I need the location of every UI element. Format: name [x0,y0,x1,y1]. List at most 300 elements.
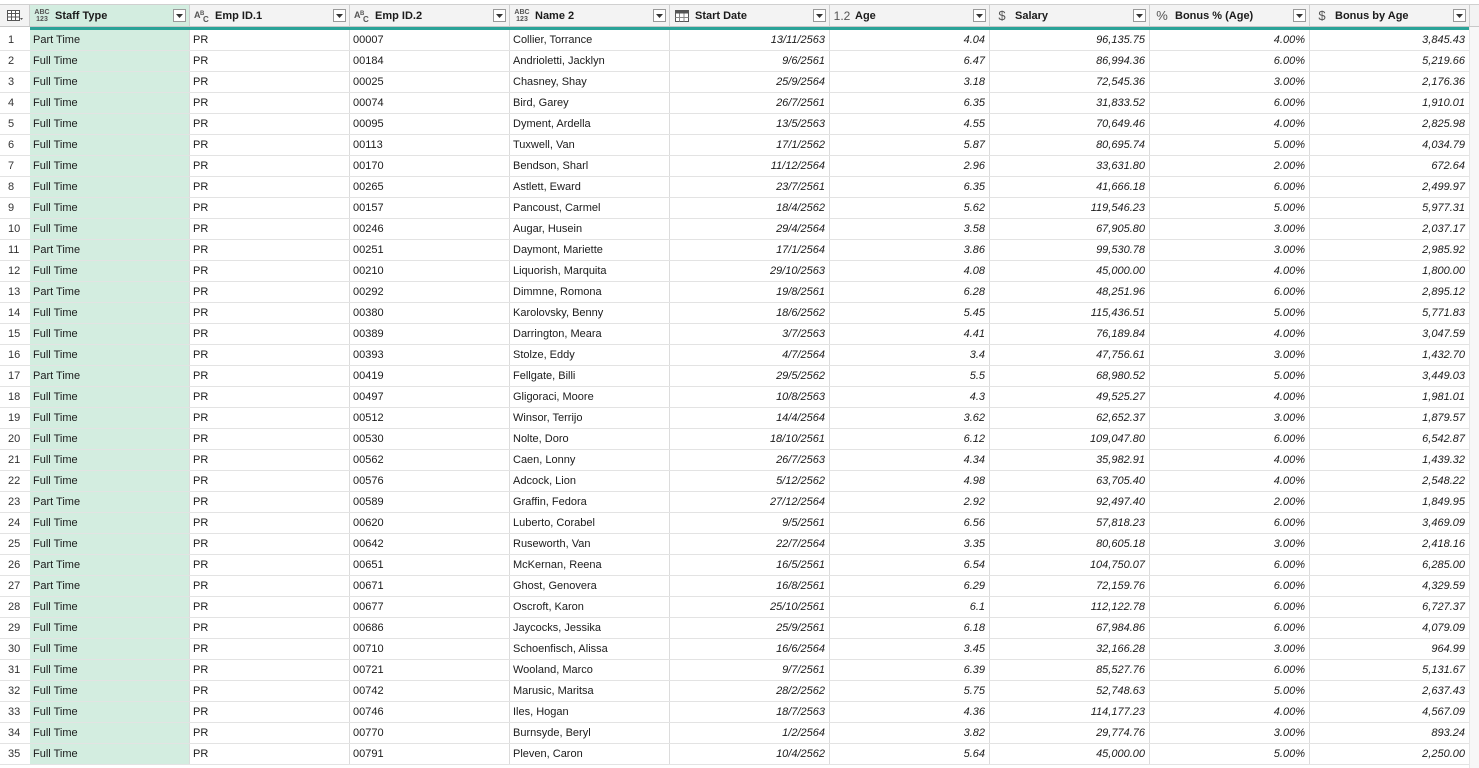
cell-emp-id-2[interactable]: 00562 [350,450,510,470]
cell-emp-id-2[interactable]: 00686 [350,618,510,638]
cell-staff-type[interactable]: Full Time [30,219,190,239]
cell-age[interactable]: 3.35 [830,534,990,554]
cell-start-date[interactable]: 19/8/2561 [670,282,830,302]
row-number[interactable]: 26 [8,559,21,571]
cell-start-date[interactable]: 27/12/2564 [670,492,830,512]
cell-bonus-by-age[interactable]: 893.24 [1310,723,1470,743]
row-number[interactable]: 30 [8,643,21,655]
cell-emp-id-2[interactable]: 00184 [350,51,510,71]
cell-salary[interactable]: 86,994.36 [990,51,1150,71]
table-row[interactable] [0,702,1479,723]
cell-start-date[interactable]: 18/7/2563 [670,702,830,722]
cell-start-date[interactable]: 9/6/2561 [670,51,830,71]
cell-emp-id-1[interactable]: PR [190,198,350,218]
table-row[interactable] [0,471,1479,492]
cell-name[interactable]: Liquorish, Marquita [510,261,670,281]
cell-emp-id-2[interactable]: 00677 [350,597,510,617]
cell-bonus-pct[interactable]: 6.00% [1150,282,1310,302]
type-percent-icon[interactable]: % [1156,8,1168,23]
cell-staff-type[interactable]: Part Time [30,30,190,50]
cell-emp-id-1[interactable]: PR [190,303,350,323]
table-menu-icon[interactable] [0,5,30,26]
cell-salary[interactable]: 104,750.07 [990,555,1150,575]
cell-salary[interactable]: 80,605.18 [990,534,1150,554]
cell-salary[interactable]: 49,525.27 [990,387,1150,407]
table-row[interactable] [0,429,1479,450]
cell-salary[interactable]: 68,980.52 [990,366,1150,386]
cell-name[interactable]: Dyment, Ardella [510,114,670,134]
row-number[interactable]: 18 [8,391,21,403]
cell-bonus-by-age[interactable]: 5,977.31 [1310,198,1470,218]
cell-salary[interactable]: 63,705.40 [990,471,1150,491]
cell-emp-id-1[interactable]: PR [190,702,350,722]
cell-salary[interactable]: 119,546.23 [990,198,1150,218]
table-row[interactable] [0,744,1479,765]
row-number[interactable]: 3 [8,76,15,88]
cell-salary[interactable]: 70,649.46 [990,114,1150,134]
cell-bonus-by-age[interactable]: 6,542.87 [1310,429,1470,449]
cell-emp-id-1[interactable]: PR [190,618,350,638]
cell-name[interactable]: Schoenfisch, Alissa [510,639,670,659]
cell-staff-type[interactable]: Full Time [30,639,190,659]
cell-start-date[interactable]: 14/4/2564 [670,408,830,428]
row-number[interactable]: 22 [8,475,21,487]
table-row[interactable] [0,345,1479,366]
cell-bonus-pct[interactable]: 3.00% [1150,639,1310,659]
cell-name[interactable]: Jaycocks, Jessika [510,618,670,638]
cell-start-date[interactable]: 13/11/2563 [670,30,830,50]
cell-bonus-pct[interactable]: 4.00% [1150,324,1310,344]
cell-emp-id-1[interactable]: PR [190,660,350,680]
cell-staff-type[interactable]: Full Time [30,513,190,533]
column-header-date[interactable] [670,5,830,26]
cell-name[interactable]: Gligoraci, Moore [510,387,670,407]
cell-bonus-pct[interactable]: 6.00% [1150,555,1310,575]
cell-bonus-pct[interactable]: 3.00% [1150,240,1310,260]
cell-bonus-pct[interactable]: 2.00% [1150,156,1310,176]
cell-emp-id-1[interactable]: PR [190,261,350,281]
filter-dropdown-icon[interactable] [653,9,666,22]
cell-bonus-pct[interactable]: 5.00% [1150,303,1310,323]
row-number[interactable]: 33 [8,706,21,718]
table-row[interactable] [0,639,1479,660]
cell-start-date[interactable]: 10/8/2563 [670,387,830,407]
cell-name[interactable]: Pancoust, Carmel [510,198,670,218]
table-row[interactable] [0,93,1479,114]
cell-age[interactable]: 6.54 [830,555,990,575]
cell-emp-id-1[interactable]: PR [190,240,350,260]
cell-staff-type[interactable]: Full Time [30,450,190,470]
cell-name[interactable]: Augar, Husein [510,219,670,239]
cell-salary[interactable]: 109,047.80 [990,429,1150,449]
table-row[interactable] [0,156,1479,177]
cell-emp-id-2[interactable]: 00497 [350,387,510,407]
row-number[interactable]: 16 [8,349,21,361]
cell-start-date[interactable]: 1/2/2564 [670,723,830,743]
cell-age[interactable]: 6.35 [830,177,990,197]
row-number[interactable]: 29 [8,622,21,634]
cell-emp-id-2[interactable]: 00746 [350,702,510,722]
table-row[interactable] [0,198,1479,219]
row-number[interactable]: 9 [8,202,15,214]
row-number[interactable]: 2 [8,55,15,67]
type-currency-icon[interactable]: $ [1318,8,1326,23]
cell-emp-id-1[interactable]: PR [190,219,350,239]
cell-emp-id-1[interactable]: PR [190,114,350,134]
cell-name[interactable]: Winsor, Terrijo [510,408,670,428]
cell-bonus-by-age[interactable]: 1,849.95 [1310,492,1470,512]
table-row[interactable] [0,366,1479,387]
cell-emp-id-1[interactable]: PR [190,51,350,71]
cell-bonus-pct[interactable]: 6.00% [1150,618,1310,638]
cell-name[interactable]: Daymont, Mariette [510,240,670,260]
table-row[interactable] [0,723,1479,744]
cell-start-date[interactable]: 16/6/2564 [670,639,830,659]
cell-bonus-pct[interactable]: 4.00% [1150,702,1310,722]
row-number[interactable]: 24 [8,517,21,529]
table-row[interactable] [0,303,1479,324]
cell-emp-id-2[interactable]: 00512 [350,408,510,428]
row-number[interactable]: 28 [8,601,21,613]
cell-name[interactable]: Ghost, Genovera [510,576,670,596]
cell-bonus-by-age[interactable]: 3,449.03 [1310,366,1470,386]
cell-salary[interactable]: 45,000.00 [990,261,1150,281]
cell-salary[interactable]: 41,666.18 [990,177,1150,197]
cell-bonus-by-age[interactable]: 3,845.43 [1310,30,1470,50]
cell-bonus-pct[interactable]: 4.00% [1150,261,1310,281]
row-number[interactable]: 6 [8,139,15,151]
table-row[interactable] [0,51,1479,72]
table-row[interactable] [0,387,1479,408]
cell-bonus-by-age[interactable]: 5,219.66 [1310,51,1470,71]
filter-dropdown-icon[interactable] [1133,9,1146,22]
cell-bonus-pct[interactable]: 6.00% [1150,513,1310,533]
row-number[interactable]: 1 [8,34,15,46]
cell-staff-type[interactable]: Full Time [30,429,190,449]
cell-salary[interactable]: 29,774.76 [990,723,1150,743]
cell-name[interactable]: Astlett, Eward [510,177,670,197]
cell-bonus-by-age[interactable]: 4,567.09 [1310,702,1470,722]
cell-bonus-pct[interactable]: 3.00% [1150,408,1310,428]
row-number[interactable]: 17 [8,370,21,382]
row-number[interactable]: 14 [8,307,21,319]
cell-age[interactable]: 6.1 [830,597,990,617]
cell-bonus-by-age[interactable]: 1,432.70 [1310,345,1470,365]
column-header-ba[interactable] [1310,5,1470,26]
cell-start-date[interactable]: 22/7/2564 [670,534,830,554]
cell-salary[interactable]: 96,135.75 [990,30,1150,50]
cell-bonus-pct[interactable]: 4.00% [1150,114,1310,134]
cell-emp-id-2[interactable]: 00642 [350,534,510,554]
column-header-name[interactable] [510,5,670,26]
cell-age[interactable]: 5.87 [830,135,990,155]
cell-start-date[interactable]: 9/7/2561 [670,660,830,680]
cell-emp-id-1[interactable]: PR [190,387,350,407]
cell-emp-id-1[interactable]: PR [190,324,350,344]
cell-bonus-by-age[interactable]: 4,034.79 [1310,135,1470,155]
cell-emp-id-1[interactable]: PR [190,513,350,533]
cell-emp-id-2[interactable]: 00393 [350,345,510,365]
cell-emp-id-2[interactable]: 00074 [350,93,510,113]
cell-staff-type[interactable]: Full Time [30,534,190,554]
cell-start-date[interactable]: 23/7/2561 [670,177,830,197]
cell-age[interactable]: 5.62 [830,198,990,218]
cell-emp-id-1[interactable]: PR [190,429,350,449]
cell-bonus-by-age[interactable]: 2,548.22 [1310,471,1470,491]
cell-name[interactable]: Stolze, Eddy [510,345,670,365]
column-header-emp1[interactable] [190,5,350,26]
cell-emp-id-1[interactable]: PR [190,177,350,197]
cell-age[interactable]: 4.98 [830,471,990,491]
cell-bonus-pct[interactable]: 6.00% [1150,576,1310,596]
cell-start-date[interactable]: 3/7/2563 [670,324,830,344]
type-date-icon[interactable] [672,9,692,22]
cell-emp-id-2[interactable]: 00710 [350,639,510,659]
table-row[interactable] [0,492,1479,513]
cell-bonus-pct[interactable]: 5.00% [1150,198,1310,218]
cell-salary[interactable]: 52,748.63 [990,681,1150,701]
table-row[interactable] [0,618,1479,639]
cell-age[interactable]: 4.34 [830,450,990,470]
filter-dropdown-icon[interactable] [973,9,986,22]
cell-emp-id-1[interactable]: PR [190,744,350,764]
cell-name[interactable]: Andrioletti, Jacklyn [510,51,670,71]
cell-bonus-by-age[interactable]: 4,329.59 [1310,576,1470,596]
cell-start-date[interactable]: 26/7/2561 [670,93,830,113]
cell-bonus-pct[interactable]: 6.00% [1150,597,1310,617]
cell-name[interactable]: Fellgate, Billi [510,366,670,386]
type-any-icon[interactable] [32,9,52,23]
table-row[interactable] [0,177,1479,198]
cell-age[interactable]: 6.29 [830,576,990,596]
cell-emp-id-2[interactable]: 00721 [350,660,510,680]
cell-bonus-by-age[interactable]: 2,176.36 [1310,72,1470,92]
cell-age[interactable]: 6.39 [830,660,990,680]
table-row[interactable] [0,660,1479,681]
cell-start-date[interactable]: 16/8/2561 [670,576,830,596]
cell-emp-id-2[interactable]: 00620 [350,513,510,533]
cell-age[interactable]: 4.08 [830,261,990,281]
cell-salary[interactable]: 67,905.80 [990,219,1150,239]
cell-age[interactable]: 2.92 [830,492,990,512]
cell-staff-type[interactable]: Full Time [30,51,190,71]
type-currency-icon[interactable]: $ [998,8,1006,23]
cell-name[interactable]: Nolte, Doro [510,429,670,449]
cell-emp-id-2[interactable]: 00770 [350,723,510,743]
cell-staff-type[interactable]: Full Time [30,177,190,197]
type-any-icon[interactable] [512,9,532,23]
table-row[interactable] [0,597,1479,618]
cell-bonus-by-age[interactable]: 2,499.97 [1310,177,1470,197]
row-number[interactable]: 35 [8,748,21,760]
table-row[interactable] [0,72,1479,93]
cell-start-date[interactable]: 29/5/2562 [670,366,830,386]
cell-staff-type[interactable]: Part Time [30,492,190,512]
cell-bonus-pct[interactable]: 4.00% [1150,450,1310,470]
cell-staff-type[interactable]: Part Time [30,555,190,575]
cell-salary[interactable]: 76,189.84 [990,324,1150,344]
column-header-age[interactable] [830,5,990,26]
cell-start-date[interactable]: 29/4/2564 [670,219,830,239]
cell-age[interactable]: 6.12 [830,429,990,449]
cell-emp-id-2[interactable]: 00007 [350,30,510,50]
cell-salary[interactable]: 48,251.96 [990,282,1150,302]
cell-salary[interactable]: 33,631.80 [990,156,1150,176]
cell-emp-id-1[interactable]: PR [190,366,350,386]
cell-bonus-by-age[interactable]: 3,469.09 [1310,513,1470,533]
table-row[interactable] [0,324,1479,345]
cell-age[interactable]: 4.36 [830,702,990,722]
cell-name[interactable]: Bendson, Sharl [510,156,670,176]
table-row[interactable] [0,135,1479,156]
cell-name[interactable]: Wooland, Marco [510,660,670,680]
cell-age[interactable]: 3.45 [830,639,990,659]
cell-emp-id-1[interactable]: PR [190,597,350,617]
column-header-bp[interactable] [1150,5,1310,26]
cell-bonus-pct[interactable]: 6.00% [1150,660,1310,680]
cell-age[interactable]: 6.28 [830,282,990,302]
cell-staff-type[interactable]: Full Time [30,387,190,407]
cell-age[interactable]: 6.47 [830,51,990,71]
type-decimal-icon[interactable]: 1.2 [833,8,851,23]
cell-salary[interactable]: 72,545.36 [990,72,1150,92]
cell-age[interactable]: 4.41 [830,324,990,344]
cell-staff-type[interactable]: Full Time [30,135,190,155]
cell-emp-id-1[interactable]: PR [190,282,350,302]
cell-start-date[interactable]: 18/6/2562 [670,303,830,323]
cell-name[interactable]: Graffin, Fedora [510,492,670,512]
cell-start-date[interactable]: 16/5/2561 [670,555,830,575]
cell-staff-type[interactable]: Full Time [30,324,190,344]
cell-age[interactable]: 5.75 [830,681,990,701]
cell-age[interactable]: 3.58 [830,219,990,239]
cell-name[interactable]: Luberto, Corabel [510,513,670,533]
cell-emp-id-2[interactable]: 00742 [350,681,510,701]
row-number[interactable]: 20 [8,433,21,445]
cell-bonus-by-age[interactable]: 672.64 [1310,156,1470,176]
cell-bonus-pct[interactable]: 3.00% [1150,534,1310,554]
cell-start-date[interactable]: 25/9/2564 [670,72,830,92]
cell-emp-id-1[interactable]: PR [190,408,350,428]
cell-salary[interactable]: 35,982.91 [990,450,1150,470]
table-row[interactable] [0,114,1479,135]
cell-bonus-pct[interactable]: 5.00% [1150,744,1310,764]
cell-bonus-by-age[interactable]: 2,637.43 [1310,681,1470,701]
cell-emp-id-2[interactable]: 00651 [350,555,510,575]
filter-dropdown-icon[interactable] [173,9,186,22]
cell-staff-type[interactable]: Part Time [30,240,190,260]
cell-bonus-by-age[interactable]: 1,879.57 [1310,408,1470,428]
cell-bonus-pct[interactable]: 6.00% [1150,429,1310,449]
row-number[interactable]: 13 [8,286,21,298]
row-number[interactable]: 12 [8,265,21,277]
cell-emp-id-2[interactable]: 00419 [350,366,510,386]
cell-staff-type[interactable]: Full Time [30,345,190,365]
cell-salary[interactable]: 92,497.40 [990,492,1150,512]
cell-emp-id-2[interactable]: 00380 [350,303,510,323]
table-row[interactable] [0,261,1479,282]
table-row[interactable] [0,240,1479,261]
cell-emp-id-1[interactable]: PR [190,345,350,365]
cell-emp-id-2[interactable]: 00246 [350,219,510,239]
cell-bonus-by-age[interactable]: 2,418.16 [1310,534,1470,554]
cell-bonus-pct[interactable]: 5.00% [1150,681,1310,701]
cell-age[interactable]: 5.5 [830,366,990,386]
table-row[interactable] [0,513,1479,534]
filter-dropdown-icon[interactable] [813,9,826,22]
cell-emp-id-2[interactable]: 00157 [350,198,510,218]
cell-bonus-pct[interactable]: 4.00% [1150,471,1310,491]
cell-emp-id-1[interactable]: PR [190,492,350,512]
row-number[interactable]: 27 [8,580,21,592]
cell-bonus-pct[interactable]: 4.00% [1150,30,1310,50]
cell-bonus-by-age[interactable]: 4,079.09 [1310,618,1470,638]
type-text-icon[interactable] [352,9,372,23]
filter-dropdown-icon[interactable] [1293,9,1306,22]
cell-emp-id-1[interactable]: PR [190,30,350,50]
cell-salary[interactable]: 47,756.61 [990,345,1150,365]
cell-bonus-pct[interactable]: 4.00% [1150,387,1310,407]
cell-name[interactable]: Adcock, Lion [510,471,670,491]
filter-dropdown-icon[interactable] [333,9,346,22]
table-row[interactable] [0,576,1479,597]
cell-emp-id-1[interactable]: PR [190,639,350,659]
cell-salary[interactable]: 31,833.52 [990,93,1150,113]
row-number[interactable]: 23 [8,496,21,508]
column-header-staff[interactable] [30,5,190,26]
cell-emp-id-2[interactable]: 00210 [350,261,510,281]
cell-staff-type[interactable]: Full Time [30,156,190,176]
cell-staff-type[interactable]: Full Time [30,744,190,764]
cell-emp-id-1[interactable]: PR [190,723,350,743]
cell-start-date[interactable]: 9/5/2561 [670,513,830,533]
cell-age[interactable]: 6.35 [830,93,990,113]
cell-emp-id-2[interactable]: 00671 [350,576,510,596]
cell-salary[interactable]: 67,984.86 [990,618,1150,638]
cell-bonus-by-age[interactable]: 5,771.83 [1310,303,1470,323]
cell-name[interactable]: Iles, Hogan [510,702,670,722]
cell-emp-id-2[interactable]: 00025 [350,72,510,92]
cell-start-date[interactable]: 17/1/2564 [670,240,830,260]
cell-age[interactable]: 3.82 [830,723,990,743]
cell-emp-id-1[interactable]: PR [190,576,350,596]
cell-emp-id-2[interactable]: 00389 [350,324,510,344]
row-number[interactable]: 7 [8,160,15,172]
cell-bonus-by-age[interactable]: 2,985.92 [1310,240,1470,260]
table-row[interactable] [0,30,1479,51]
cell-emp-id-1[interactable]: PR [190,681,350,701]
row-number[interactable]: 31 [8,664,21,676]
cell-start-date[interactable]: 29/10/2563 [670,261,830,281]
cell-name[interactable]: Ruseworth, Van [510,534,670,554]
cell-emp-id-2[interactable]: 00095 [350,114,510,134]
cell-emp-id-1[interactable]: PR [190,534,350,554]
cell-salary[interactable]: 80,695.74 [990,135,1150,155]
cell-bonus-pct[interactable]: 6.00% [1150,51,1310,71]
cell-start-date[interactable]: 17/1/2562 [670,135,830,155]
cell-emp-id-1[interactable]: PR [190,156,350,176]
cell-salary[interactable]: 45,000.00 [990,744,1150,764]
cell-staff-type[interactable]: Full Time [30,303,190,323]
cell-age[interactable]: 3.4 [830,345,990,365]
cell-bonus-by-age[interactable]: 6,285.00 [1310,555,1470,575]
cell-age[interactable]: 4.04 [830,30,990,50]
cell-bonus-by-age[interactable]: 2,825.98 [1310,114,1470,134]
cell-bonus-by-age[interactable]: 964.99 [1310,639,1470,659]
cell-age[interactable]: 5.45 [830,303,990,323]
cell-emp-id-1[interactable]: PR [190,450,350,470]
cell-bonus-by-age[interactable]: 6,727.37 [1310,597,1470,617]
